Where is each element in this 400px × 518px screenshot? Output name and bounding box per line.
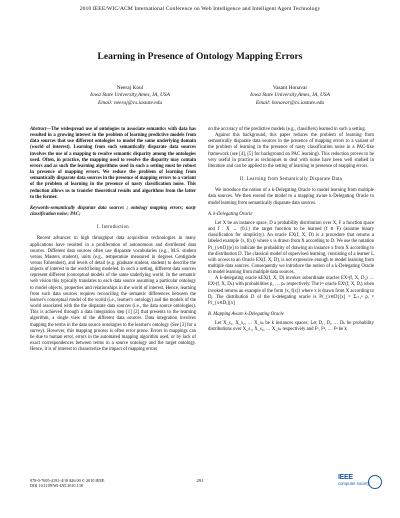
author-affiliation: Iowa State University,Ames, IA, USA — [250, 92, 330, 99]
paragraph: Let X be an instance space, D a probability distribution over X, F a function space and f : X → {0,1} the target function to be learned (f ∈ F) (assume binary classification for simplicity). An oracle EX(f, X, D) is a procedure that returns a labeled example ⟨x, f(x)⟩ where x is drawn from X according to D. We use the notation Pr_{x∈D}[e] to indicate the probability of drawing an instance x from X according to the distribution D. The classical model of supervised learning, consisting of a learner L with access to an Oracle EX(f, X, D), is not expressive enough to model learning from multiple data sources. Consequently we introduce the notion of a k-Delegating Oracle to model learning from multiple data sources. — [208, 220, 374, 276]
logo-subtext: computer society — [338, 481, 370, 486]
author-name: Neeraj Koul — [116, 85, 144, 91]
right-column — [208, 127, 374, 334]
author-email: Email: neeraj@cs.iastate.edu — [97, 99, 163, 106]
paper-title: Learning in Presence of Ontology Mapping Errors — [97, 52, 303, 62]
left-column — [30, 127, 196, 353]
abstract-text: —The widespread use of ontologies to associate semantics with data has resulted in a growing interest in the problem of learning predictive models from data sources that use different ontologies to model the same underlying domain (world of interest). Learning from such semantically disparate data sources involves the use of a mapping to resolve semantic disparity among the ontologies used. Often, in practice, the mapping used to resolve the disparity may contain errors and as such the learning algorithms used in such a setting must be robust in presence of mapping errors. We reduce the problem of learning from semantically disparate data sources in the presence of mapping errors to a variant of the problem of learning in the presence of nasty classification noise. This reduction allows us to transfer theoretical results and algorithms from the latter to the former. — [30, 127, 196, 200]
logo-mark-icon — [368, 475, 382, 489]
subsection-heading-k-delegating: A. k-Delegating Oracle — [208, 211, 253, 217]
ieee-computer-society-logo — [338, 474, 384, 496]
subsection-heading-mapping-aware: B. Mapping Aware k-Delegating Oracle — [208, 312, 284, 318]
paragraph: Let X_s₁, X_s₂, … X_sₖ be k instances spaces; Let D₁, D₂ … Dₖ be probability distributions over X_s₁, X_s₂, … X_sₖ respectively and F¹, F², … Fᵏ be k — [208, 321, 374, 333]
doi-line: DOI 10.1109/WI-IAT.2010.138 — [30, 483, 83, 489]
paragraph: A k-delegating oracle kEX(f, X, D) invokes subordinate oracles EX¹(f, X, D₁) … EXᵏ(f, X, Dₖ) with probabilities p₁ … pₖ respectively. The iᵗʰ oracle EXⁱ(f, X, Dᵢ) when invoked returns an example of the form ⟨x, f(x)⟩ where x is drawn from X according to Dᵢ. The distribution D of the k-delegating oracle is Pr_{x∈D}[x] = Σᵢ₌₁ᵏ pᵢ × Pr_{x∈Dᵢ}[x] — [208, 276, 374, 306]
section-heading-learning: II. Learning from Semantically Disparate Data — [239, 177, 343, 183]
author-block — [60, 85, 200, 107]
author-affiliation: Iowa State University,Ames, IA, USA — [90, 92, 170, 99]
paragraph: Against this background, this paper reduces the problem of learning from semantically disparate data sources in the presence of mapping errors to a variant of the problem of learning in the presence of nasty classification noise in a PAC-like framework (see [4], [5] for background on PAC learning). This reduction proves to be very useful in practice as techniques to deal with noise have been well studied in literature and can be applied to the setting of learning in presence of mapping errors. — [208, 133, 374, 169]
paragraph: on the accuracy of the predictive models (e.g., classifiers) learned in such a setting. — [208, 127, 366, 132]
keywords: Keywords-semantically disparate data sources ; ontology mapping errors; nasty classification noise; PAC; — [30, 205, 196, 218]
logo-text: IEEE — [338, 474, 353, 481]
section-heading-introduction: I. Introduction — [97, 225, 129, 231]
isbn-line: 978-0-7695-4191-4/10 $26.00 © 2010 IEEE — [30, 478, 105, 483]
introduction-paragraph: Recent advances in high throughput data acquisition technologies in many applications have resulted in a proliferation of autonomous and distributed data sources. Different data sources often use disparate vocabularies (e.g., M.S. student versus Masters student), units (e.g., temperature measured in degrees Centigrade versus Fahrenheit), and levels of detail (e.g. graduate student, student) to describe the objects of interest in the world being modeled. In such a setting, different data sources represent different (conceptual models of the same underlying world. In the semantic web vision this typically translates to each data source assuming a particular ontology to model objects, properties and relationships in the world of interest. Hence, learning from such data sources requires reconciling the semantic differences between the learner's conceptual model of the world (i.e., learner's ontology) and the models of the world associated with the the disparate data sources (i.e., the data source ontologies). This is achieved through a data integration step [1] [2] that presents to the learning algorithm, a single view of the different data sources. Data integration involves mapping the terms in the data source ontologies to the learner's ontology (See [3] for a survey). However, this mapping process is often error prone. Errors in mappings can be due to human error, errors in the automated mapping algorithm used, or by lack of exact correspondences between terms in a source ontology and the target ontology. Hence, it is of interest to characterize the impact of mapping errors — [30, 236, 196, 353]
author-block — [220, 85, 360, 107]
paragraph: We introduce the notion of a k-Delegating Oracle to model learning from multiple data sources. We then extend the model to a mapping aware k-Delegating Oracle to model learning from semantically disparate data sources. — [208, 188, 374, 206]
page-number: 291 — [196, 478, 204, 483]
conference-header: 2010 IEEE/WIC/ACM International Conference on Web Intelligence and Intelligent Agent Technology — [79, 6, 321, 12]
abstract-lead: Abstract — [30, 127, 47, 132]
abstract — [30, 127, 196, 201]
author-name: Vasant Honavar — [272, 85, 308, 91]
author-email: Email: honavar@cs.iastate.edu — [255, 99, 325, 106]
